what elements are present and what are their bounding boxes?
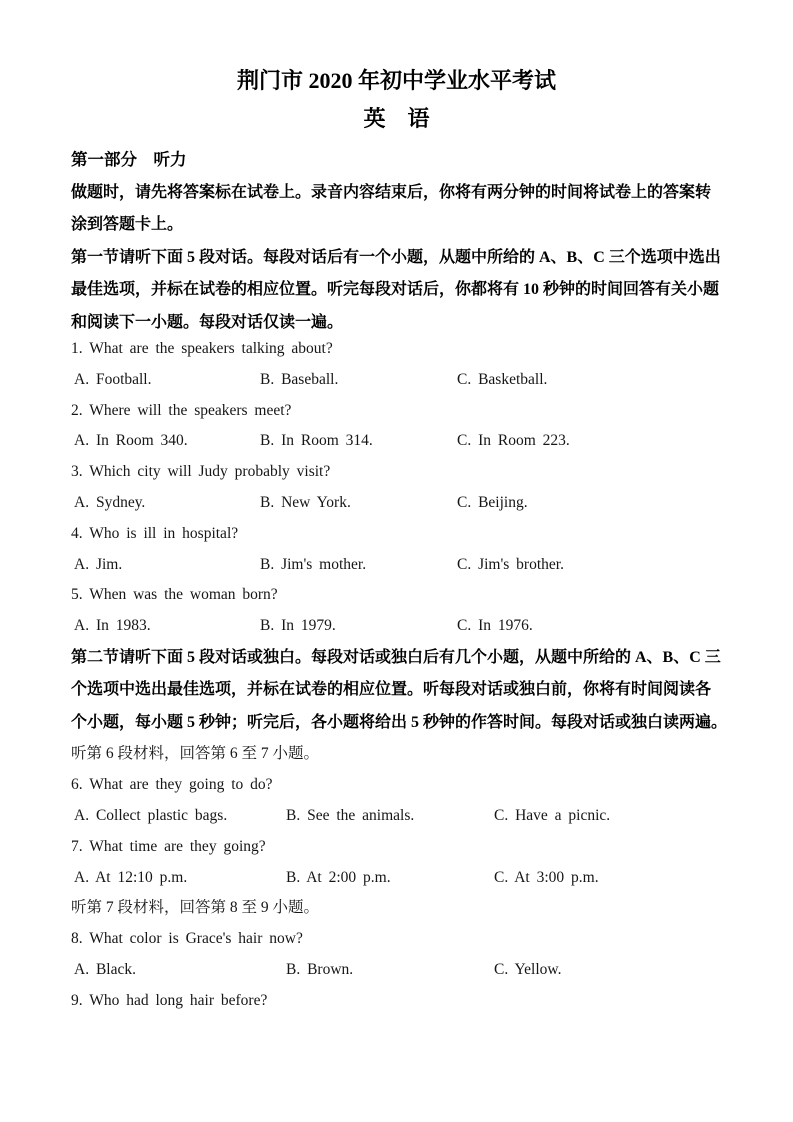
instruction-line: 最佳选项，并标在试卷的相应位置。听完每段对话后，你都将有 10 秒钟的时间回答有关小题: [71, 281, 720, 298]
intro-paragraph: [71, 177, 722, 242]
material-block: [71, 893, 722, 1016]
exam-title: 荆门市 2020 年初中学业水平考试: [236, 68, 556, 93]
option: C. In 1976.: [457, 617, 533, 635]
section2-instructions: [71, 642, 728, 740]
instruction-line: 个选项中选出最佳选项，并标在试卷的相应位置。听每段对话或独白前，你将有时间阅读各: [71, 681, 712, 699]
intro-line: 做题时，请先将答案标在试卷上。录音内容结束后，你将有两分钟的时间将试卷上的答案转: [71, 183, 712, 201]
material-line: 听第 6 段材料，回答第 6 至 7 小题。: [71, 745, 320, 763]
option: C. Yellow.: [494, 961, 562, 979]
option: B. Baseball.: [260, 370, 339, 388]
options-row: [71, 426, 722, 457]
option: C. Have a picnic.: [494, 807, 611, 825]
section2-blocks: [71, 739, 722, 1016]
option: C. Jim's brother.: [457, 555, 564, 573]
part1-heading: 第一部分 听力: [71, 150, 187, 169]
section1-instructions: [71, 242, 722, 340]
option: B. Jim's mother.: [260, 555, 367, 573]
option: A. Black.: [74, 961, 136, 979]
option: C. Basketball.: [457, 370, 548, 388]
intro-line: 涂到答题卡上。: [71, 216, 184, 233]
options-row: [71, 365, 722, 396]
option: C. At 3:00 p.m.: [494, 868, 599, 886]
option: B. At 2:00 p.m.: [286, 868, 391, 886]
instruction-line: 第一节请听下面 5 段对话。每段对话后有一个小题，从题中所给的 A、B、C 三个选项中选出: [71, 248, 721, 266]
option: B. Brown.: [286, 961, 354, 979]
material-block: [71, 739, 722, 893]
option: A. At 12:10 p.m.: [74, 868, 188, 886]
exam-subject: 英 语: [363, 106, 430, 131]
options-row: [71, 488, 722, 519]
question-text: 5. When was the woman born?: [71, 586, 278, 604]
question-text: 2. Where will the speakers meet?: [71, 401, 292, 419]
question-text: 8. What color is Grace's hair now?: [71, 930, 303, 948]
option: A. Jim.: [74, 555, 123, 573]
question-text: 4. Who is ill in hospital?: [71, 524, 239, 542]
option: A. In Room 340.: [74, 432, 188, 450]
question-text: 9. Who had long hair before?: [71, 991, 268, 1009]
option: C. Beijing.: [457, 493, 528, 511]
option: A. Sydney.: [74, 493, 146, 511]
options-row: [71, 611, 722, 642]
option: B. See the animals.: [286, 807, 415, 825]
question-text: 1. What are the speakers talking about?: [71, 340, 333, 357]
options-row: [71, 801, 722, 832]
question-text: 7. What time are they going?: [71, 837, 266, 855]
instruction-line: 第二节请听下面 5 段对话或独白。每段对话或独白后有几个小题，从题中所给的 A、B、C 三: [71, 648, 721, 666]
question-text: 3. Which city will Judy probably visit?: [71, 463, 331, 481]
option: B. In 1979.: [260, 617, 336, 635]
section1-questions: [71, 334, 722, 642]
option: A. In 1983.: [74, 617, 151, 635]
option: A. Football.: [74, 370, 152, 388]
instruction-line: 个小题，每小题 5 秒钟；听完后，各小题将给出 5 秒钟的作答时间。每段对话或独白读两遍。: [71, 713, 728, 731]
options-row: [71, 955, 722, 986]
option: B. New York.: [260, 493, 351, 511]
question-text: 6. What are they going to do?: [71, 776, 273, 794]
option: A. Collect plastic bags.: [74, 807, 228, 825]
option: C. In Room 223.: [457, 432, 570, 450]
options-row: [71, 863, 722, 894]
option: B. In Room 314.: [260, 432, 373, 450]
options-row: [71, 550, 722, 581]
instruction-line: 和阅读下一小题。每段对话仅读一遍。: [71, 313, 344, 331]
material-line: 听第 7 段材料，回答第 8 至 9 小题。: [71, 899, 320, 917]
